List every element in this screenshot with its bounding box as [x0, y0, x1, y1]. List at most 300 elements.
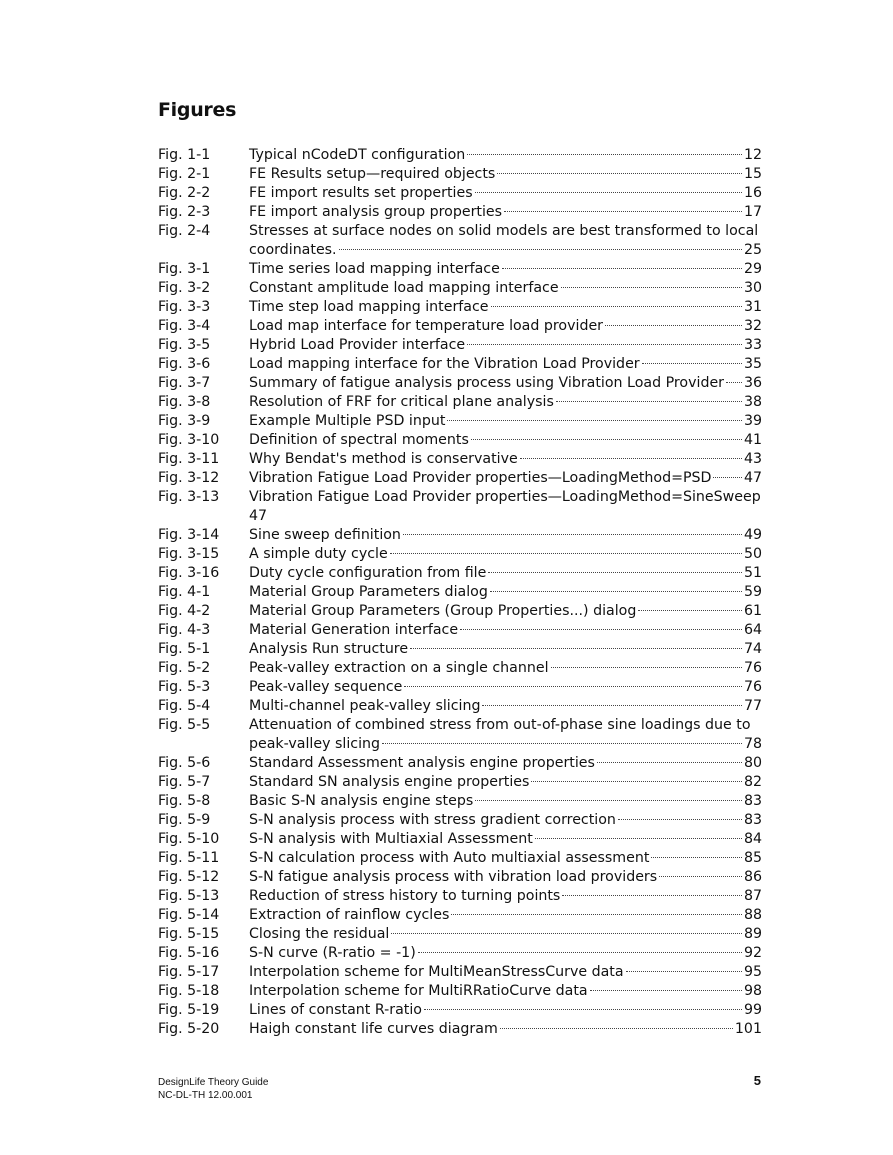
figure-caption	[249, 849, 762, 868]
figure-caption	[249, 1001, 762, 1020]
page-reference: 61	[743, 603, 762, 619]
caption-line	[249, 564, 762, 583]
figure-number: Fig. 5-12	[158, 869, 220, 885]
figure-number: Fig. 3-15	[158, 546, 220, 562]
figure-entry[interactable]	[158, 545, 762, 564]
figure-entry[interactable]	[158, 944, 762, 963]
caption-text: Vibration Fatigue Load Provider properties—LoadingMethod=PSD	[249, 470, 712, 486]
figure-caption	[249, 944, 762, 963]
figure-caption	[249, 222, 762, 260]
figure-entry[interactable]	[158, 716, 762, 754]
figure-entry[interactable]	[158, 374, 762, 393]
caption-text: Material Group Parameters (Group Properties...) dialog	[249, 603, 637, 619]
dot-leader	[638, 610, 742, 611]
dot-leader	[391, 933, 742, 934]
dot-leader	[651, 857, 742, 858]
caption-text: Basic S-N analysis engine steps	[249, 793, 474, 809]
figure-caption	[249, 887, 762, 906]
page-reference: 25	[743, 242, 762, 258]
caption-text: Material Group Parameters dialog	[249, 584, 488, 600]
figure-number: Fig. 2-2	[158, 185, 211, 201]
figure-number: Fig. 3-13	[158, 489, 220, 505]
caption-text: Sine sweep definition	[249, 527, 401, 543]
caption-line	[249, 697, 762, 716]
figure-number: Fig. 5-18	[158, 983, 220, 999]
caption-text: S-N calculation process with Auto multiaxial assessment	[249, 850, 650, 866]
caption-text: Time series load mapping interface	[249, 261, 500, 277]
caption-text: Stresses at surface nodes on solid models are best transformed to local	[249, 223, 759, 239]
figure-entry[interactable]	[158, 526, 762, 545]
dot-leader	[497, 173, 742, 174]
figure-caption	[249, 868, 762, 887]
figure-entry[interactable]	[158, 203, 762, 222]
dot-leader	[390, 553, 742, 554]
figure-number: Fig. 5-4	[158, 698, 211, 714]
page-title: Figures	[158, 99, 237, 121]
figure-caption	[249, 393, 762, 412]
dot-leader	[642, 363, 742, 364]
page-reference: 50	[743, 546, 762, 562]
dot-leader	[618, 819, 742, 820]
caption-line	[249, 260, 762, 279]
caption-line	[249, 526, 762, 545]
dot-leader	[556, 401, 742, 402]
dot-leader	[467, 344, 742, 345]
dot-leader	[520, 458, 742, 459]
dot-leader	[726, 382, 742, 383]
caption-line	[249, 735, 762, 754]
figure-entry[interactable]	[158, 564, 762, 583]
page-reference: 85	[743, 850, 762, 866]
figure-number: Fig. 3-6	[158, 356, 211, 372]
caption-text: Interpolation scheme for MultiRRatioCurve data	[249, 983, 588, 999]
caption-text: Reduction of stress history to turning points	[249, 888, 561, 904]
figure-number: Fig. 5-5	[158, 717, 211, 733]
caption-line	[249, 412, 762, 431]
footer-doc-code: NC-DL-TH 12.00.001	[158, 1090, 253, 1101]
footer-doc-title: DesignLife Theory Guide	[158, 1077, 269, 1088]
caption-line	[249, 982, 762, 1001]
figure-caption	[249, 792, 762, 811]
page-reference: 87	[743, 888, 762, 904]
dot-leader	[410, 648, 742, 649]
dot-leader	[626, 971, 742, 972]
figure-number: Fig. 3-12	[158, 470, 220, 486]
caption-text: Load map interface for temperature load provider	[249, 318, 604, 334]
figure-entry[interactable]	[158, 925, 762, 944]
caption-text: S-N analysis with Multiaxial Assessment	[249, 831, 533, 847]
caption-line	[249, 906, 762, 925]
caption-line	[249, 849, 762, 868]
page-reference: 99	[743, 1002, 762, 1018]
figure-entry[interactable]	[158, 583, 762, 602]
figure-entry[interactable]	[158, 165, 762, 184]
dot-leader	[562, 895, 742, 896]
caption-line	[249, 773, 762, 792]
figure-entry[interactable]	[158, 355, 762, 374]
caption-text: FE Results setup—required objects	[249, 166, 496, 182]
caption-text: FE import analysis group properties	[249, 204, 503, 220]
figure-number: Fig. 5-15	[158, 926, 220, 942]
figure-number: Fig. 3-16	[158, 565, 220, 581]
caption-text: Standard SN analysis engine properties	[249, 774, 530, 790]
figure-number: Fig. 3-8	[158, 394, 211, 410]
caption-text: Definition of spectral moments	[249, 432, 469, 448]
dot-leader	[561, 287, 742, 288]
page-reference: 33	[743, 337, 762, 353]
figure-number: Fig. 3-3	[158, 299, 211, 315]
figure-caption	[249, 545, 762, 564]
figure-entry[interactable]	[158, 640, 762, 659]
figure-entry[interactable]	[158, 773, 762, 792]
caption-line	[249, 1020, 762, 1039]
page-reference: 17	[743, 204, 762, 220]
figure-caption	[249, 754, 762, 773]
page-reference: 76	[743, 679, 762, 695]
figure-number: Fig. 5-19	[158, 1002, 220, 1018]
figure-number: Fig. 3-7	[158, 375, 211, 391]
figure-number: Fig. 4-1	[158, 584, 211, 600]
figure-caption	[249, 602, 762, 621]
caption-line	[249, 336, 762, 355]
caption-text: Vibration Fatigue Load Provider properties—LoadingMethod=SineSweep	[249, 489, 761, 505]
caption-text: Load mapping interface for the Vibration Load Provider	[249, 356, 640, 372]
figure-caption	[249, 659, 762, 678]
caption-line	[249, 469, 762, 488]
page-reference: 29	[743, 261, 762, 277]
caption-text: Hybrid Load Provider interface	[249, 337, 466, 353]
caption-line	[249, 298, 762, 317]
caption-text: peak-valley slicing	[249, 736, 381, 752]
dot-leader	[382, 743, 742, 744]
caption-line	[249, 165, 762, 184]
caption-text: S-N fatigue analysis process with vibration load providers	[249, 869, 658, 885]
dot-leader	[339, 249, 742, 250]
dot-leader	[403, 534, 742, 535]
dot-leader	[475, 800, 742, 801]
figure-caption	[249, 260, 762, 279]
page-reference: 98	[743, 983, 762, 999]
figure-entry[interactable]	[158, 963, 762, 982]
caption-line	[249, 431, 762, 450]
dot-leader	[488, 572, 742, 573]
figure-entry[interactable]	[158, 1020, 762, 1039]
caption-text: Standard Assessment analysis engine properties	[249, 755, 595, 771]
page-reference: 16	[743, 185, 762, 201]
page-reference: 41	[743, 432, 762, 448]
figure-entry[interactable]	[158, 317, 762, 336]
caption-text: Haigh constant life curves diagram	[249, 1021, 498, 1037]
page-reference: 32	[743, 318, 762, 334]
figure-entry[interactable]	[158, 1001, 762, 1020]
page-reference: 47	[743, 470, 762, 486]
figure-number: Fig. 2-1	[158, 166, 211, 182]
caption-text: Analysis Run structure	[249, 641, 409, 657]
figure-entry[interactable]	[158, 678, 762, 697]
figure-entry[interactable]	[158, 830, 762, 849]
page-reference: 84	[743, 831, 762, 847]
figure-entry[interactable]	[158, 887, 762, 906]
figure-entry[interactable]	[158, 298, 762, 317]
caption-text: Attenuation of combined stress from out-of-phase sine loadings due to	[249, 717, 751, 733]
caption-line	[249, 887, 762, 906]
caption-text: Interpolation scheme for MultiMeanStressCurve data	[249, 964, 624, 980]
figure-caption	[249, 336, 762, 355]
figure-entry[interactable]	[158, 488, 762, 526]
caption-line	[249, 203, 762, 222]
dot-leader	[597, 762, 742, 763]
caption-text: Typical nCodeDT configuration	[249, 147, 466, 163]
figure-caption	[249, 583, 762, 602]
caption-line	[249, 830, 762, 849]
page-reference: 78	[743, 736, 762, 752]
page-reference: 35	[743, 356, 762, 372]
figure-entry[interactable]	[158, 222, 762, 260]
caption-text: S-N curve (R-ratio = -1)	[249, 945, 416, 961]
caption-text: Constant amplitude load mapping interface	[249, 280, 559, 296]
figure-number: Fig. 5-6	[158, 755, 211, 771]
figure-number: Fig. 5-8	[158, 793, 211, 809]
figure-caption	[249, 165, 762, 184]
caption-line	[249, 374, 762, 393]
figure-caption	[249, 963, 762, 982]
dot-leader	[713, 477, 741, 478]
page-reference: 83	[743, 793, 762, 809]
figure-entry[interactable]	[158, 260, 762, 279]
figure-entry[interactable]	[158, 621, 762, 640]
figure-caption	[249, 317, 762, 336]
figure-caption	[249, 203, 762, 222]
dot-leader	[504, 211, 742, 212]
page-reference: 82	[743, 774, 762, 790]
caption-text: A simple duty cycle	[249, 546, 388, 562]
caption-line	[249, 279, 762, 298]
dot-leader	[659, 876, 742, 877]
caption-line	[249, 184, 762, 203]
caption-line	[249, 583, 762, 602]
dot-leader	[451, 914, 742, 915]
figure-caption	[249, 906, 762, 925]
caption-line	[249, 944, 762, 963]
dot-leader	[551, 667, 742, 668]
page-reference: 49	[743, 527, 762, 543]
caption-line	[249, 450, 762, 469]
figure-list	[158, 146, 762, 1039]
page-reference: 36	[743, 375, 762, 391]
figure-number: Fig. 5-10	[158, 831, 220, 847]
dot-leader	[471, 439, 742, 440]
caption-line	[249, 754, 762, 773]
caption-line	[249, 792, 762, 811]
page-reference: 76	[743, 660, 762, 676]
figure-number: Fig. 3-4	[158, 318, 211, 334]
caption-line	[249, 811, 762, 830]
figure-number: Fig. 1-1	[158, 147, 211, 163]
figure-entry[interactable]	[158, 450, 762, 469]
page-reference: 95	[743, 964, 762, 980]
figure-number: Fig. 3-14	[158, 527, 220, 543]
caption-text: Material Generation interface	[249, 622, 459, 638]
caption-line	[249, 317, 762, 336]
figure-entry[interactable]	[158, 792, 762, 811]
figure-number: Fig. 3-9	[158, 413, 211, 429]
caption-line	[249, 868, 762, 887]
caption-text: Multi-channel peak-valley slicing	[249, 698, 481, 714]
page-reference: 30	[743, 280, 762, 296]
dot-leader	[531, 781, 742, 782]
page-reference: 92	[743, 945, 762, 961]
figure-number: Fig. 5-13	[158, 888, 220, 904]
caption-text: FE import results set properties	[249, 185, 473, 201]
page-reference: 59	[743, 584, 762, 600]
figure-number: Fig. 3-1	[158, 261, 211, 277]
page-reference: 88	[743, 907, 762, 923]
caption-line	[249, 545, 762, 564]
dot-leader	[490, 591, 742, 592]
figure-entry[interactable]	[158, 659, 762, 678]
dot-leader	[447, 420, 742, 421]
dot-leader	[605, 325, 742, 326]
page-reference: 12	[743, 147, 762, 163]
figure-caption	[249, 355, 762, 374]
figure-number: Fig. 3-10	[158, 432, 220, 448]
figure-number: Fig. 4-2	[158, 603, 211, 619]
caption-text: Peak-valley sequence	[249, 679, 403, 695]
figure-number: Fig. 3-11	[158, 451, 220, 467]
figure-entry[interactable]	[158, 602, 762, 621]
page-reference: 86	[743, 869, 762, 885]
figure-entry[interactable]	[158, 393, 762, 412]
figure-number: Fig. 3-5	[158, 337, 211, 353]
caption-line	[249, 640, 762, 659]
figure-caption	[249, 526, 762, 545]
caption-text: Resolution of FRF for critical plane analysis	[249, 394, 554, 410]
figure-entry[interactable]	[158, 412, 762, 431]
figure-caption	[249, 773, 762, 792]
caption-line	[249, 678, 762, 697]
figure-entry[interactable]	[158, 279, 762, 298]
figure-number: Fig. 5-14	[158, 907, 220, 923]
figure-number: Fig. 4-3	[158, 622, 211, 638]
figure-number: Fig. 5-16	[158, 945, 220, 961]
footer	[158, 1076, 268, 1102]
figure-entry[interactable]	[158, 146, 762, 165]
figure-caption	[249, 450, 762, 469]
page-reference: 74	[743, 641, 762, 657]
caption-text: Summary of fatigue analysis process using Vibration Load Provider	[249, 375, 725, 391]
figure-caption	[249, 697, 762, 716]
caption-line	[249, 355, 762, 374]
figure-entry[interactable]	[158, 336, 762, 355]
figure-caption	[249, 621, 762, 640]
figure-caption	[249, 716, 762, 754]
figure-number: Fig. 5-3	[158, 679, 211, 695]
page-reference: 43	[743, 451, 762, 467]
page-reference: 77	[743, 698, 762, 714]
figure-number: Fig. 2-4	[158, 223, 211, 239]
caption-text: Lines of constant R-ratio	[249, 1002, 422, 1018]
dot-leader	[500, 1028, 733, 1029]
caption-text: S-N analysis process with stress gradient correction	[249, 812, 616, 828]
dot-leader	[418, 952, 742, 953]
figure-caption	[249, 678, 762, 697]
figure-entry[interactable]	[158, 982, 762, 1001]
figure-number: Fig. 5-1	[158, 641, 211, 657]
figure-number: Fig. 5-7	[158, 774, 211, 790]
caption-line	[249, 241, 762, 260]
figure-caption	[249, 431, 762, 450]
figure-caption	[249, 564, 762, 583]
caption-line	[249, 621, 762, 640]
page-reference: 80	[743, 755, 762, 771]
page-reference: 31	[743, 299, 762, 315]
figure-entry[interactable]	[158, 906, 762, 925]
figure-caption	[249, 374, 762, 393]
figure-entry[interactable]	[158, 697, 762, 716]
figure-caption	[249, 184, 762, 203]
caption-line	[249, 659, 762, 678]
caption-text: Extraction of rainflow cycles	[249, 907, 450, 923]
figure-caption	[249, 811, 762, 830]
figure-caption	[249, 298, 762, 317]
figure-caption	[249, 1020, 762, 1039]
page-reference: 101	[734, 1021, 762, 1037]
dot-leader	[482, 705, 741, 706]
page-reference: 51	[743, 565, 762, 581]
figure-entry[interactable]	[158, 811, 762, 830]
caption-text: 47	[249, 508, 268, 524]
dot-leader	[460, 629, 742, 630]
figure-entry[interactable]	[158, 754, 762, 773]
figure-caption	[249, 469, 762, 488]
caption-line	[249, 1001, 762, 1020]
figure-entry[interactable]	[158, 469, 762, 488]
dot-leader	[491, 306, 742, 307]
page-reference: 89	[743, 926, 762, 942]
figure-caption	[249, 488, 762, 526]
figure-caption	[249, 279, 762, 298]
footer-page-number: 5	[753, 1073, 761, 1088]
figure-caption	[249, 925, 762, 944]
figure-number: Fig. 3-2	[158, 280, 211, 296]
dot-leader	[502, 268, 742, 269]
figure-caption	[249, 146, 762, 165]
figure-number: Fig. 5-2	[158, 660, 211, 676]
figure-number: Fig. 2-3	[158, 204, 211, 220]
figure-number: Fig. 5-11	[158, 850, 220, 866]
caption-line	[249, 602, 762, 621]
dot-leader	[475, 192, 742, 193]
page-reference: 64	[743, 622, 762, 638]
figure-entry[interactable]	[158, 184, 762, 203]
page-reference: 83	[743, 812, 762, 828]
page-reference: 15	[743, 166, 762, 182]
caption-text: Why Bendat's method is conservative	[249, 451, 518, 467]
caption-text: Peak-valley extraction on a single channel	[249, 660, 549, 676]
caption-text: coordinates.	[249, 242, 337, 258]
figure-entry[interactable]	[158, 868, 762, 887]
caption-text: Example Multiple PSD input	[249, 413, 446, 429]
figure-caption	[249, 640, 762, 659]
caption-line	[249, 146, 762, 165]
dot-leader	[535, 838, 742, 839]
caption-line	[249, 963, 762, 982]
dot-leader	[467, 154, 742, 155]
figure-entry[interactable]	[158, 849, 762, 868]
page-reference: 39	[743, 413, 762, 429]
caption-line	[249, 925, 762, 944]
figure-entry[interactable]	[158, 431, 762, 450]
